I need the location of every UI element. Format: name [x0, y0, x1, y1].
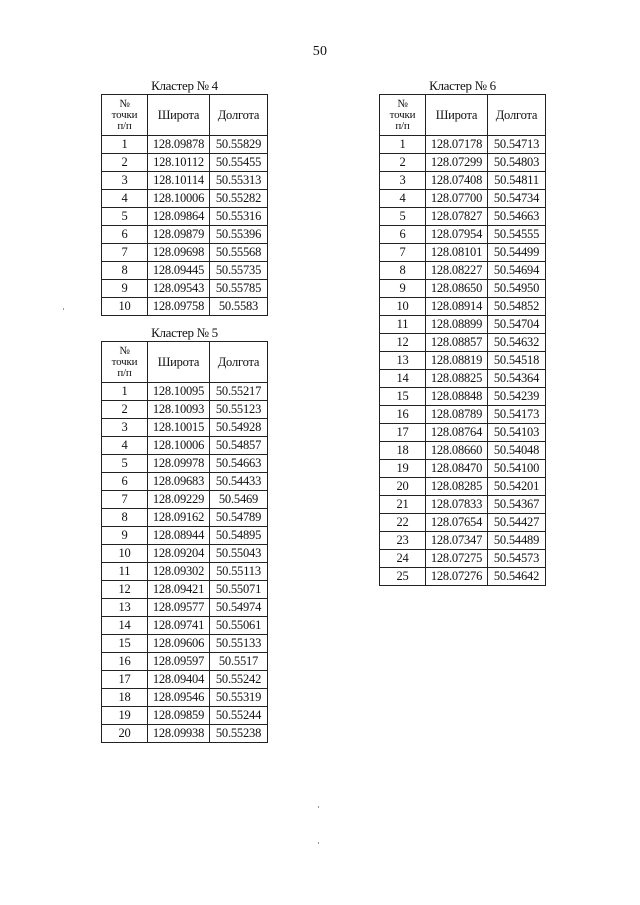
longitude-cell: 50.54734	[488, 190, 546, 208]
point-number-cell: 14	[102, 617, 148, 635]
table-row	[380, 550, 546, 568]
longitude-cell: 50.55282	[210, 190, 268, 208]
latitude-cell: 128.08857	[426, 334, 488, 352]
point-number-cell: 20	[380, 478, 426, 496]
cluster-title: Кластер № 5	[151, 325, 218, 340]
point-number-cell: 8	[380, 262, 426, 280]
point-number-cell: 18	[380, 442, 426, 460]
latitude-cell: 128.08650	[426, 280, 488, 298]
longitude-cell: 50.55316	[210, 208, 268, 226]
latitude-cell: 128.10006	[148, 437, 210, 455]
point-number-cell: 24	[380, 550, 426, 568]
latitude-cell: 128.08227	[426, 262, 488, 280]
point-number-cell: 11	[102, 563, 148, 581]
latitude-cell: 128.08101	[426, 244, 488, 262]
cluster-4-block	[101, 78, 268, 316]
header-num-abbr: п/п	[117, 119, 132, 132]
longitude-cell: 50.54974	[210, 599, 268, 617]
latitude-cell: 128.08789	[426, 406, 488, 424]
longitude-cell: 50.55133	[210, 635, 268, 653]
point-number-cell: 4	[380, 190, 426, 208]
latitude-cell: 128.10093	[148, 401, 210, 419]
latitude-cell: 128.09683	[148, 473, 210, 491]
point-number-cell: 5	[102, 208, 148, 226]
point-number-cell: 15	[380, 388, 426, 406]
header-num-word: точки	[111, 355, 138, 368]
table-row	[102, 653, 268, 671]
point-number-cell: 3	[102, 419, 148, 437]
latitude-cell: 128.09938	[148, 725, 210, 743]
table-header-row	[102, 95, 268, 136]
point-number-cell: 23	[380, 532, 426, 550]
table-row	[102, 473, 268, 491]
table-row	[102, 509, 268, 527]
latitude-header: Широта	[148, 342, 210, 383]
latitude-cell: 128.10114	[148, 172, 210, 190]
longitude-cell: 50.54048	[488, 442, 546, 460]
point-number-cell: 14	[380, 370, 426, 388]
latitude-cell: 128.09878	[148, 136, 210, 154]
point-number-cell: 9	[102, 280, 148, 298]
longitude-cell: 50.55071	[210, 581, 268, 599]
point-number-cell: 10	[102, 545, 148, 563]
longitude-cell: 50.54857	[210, 437, 268, 455]
latitude-cell: 128.09879	[148, 226, 210, 244]
point-number-cell: 19	[102, 707, 148, 725]
point-number-cell: 8	[102, 509, 148, 527]
point-number-cell: 1	[380, 136, 426, 154]
longitude-header: Долгота	[210, 342, 268, 383]
point-number-cell: 3	[380, 172, 426, 190]
table-row	[102, 527, 268, 545]
table-row	[380, 136, 546, 154]
cluster-title: Кластер № 4	[151, 78, 218, 93]
point-number-cell: 13	[102, 599, 148, 617]
latitude-header: Широта	[426, 95, 488, 136]
point-number-cell: 3	[102, 172, 148, 190]
table-row	[102, 419, 268, 437]
point-number-cell: 1	[102, 383, 148, 401]
table-row	[380, 208, 546, 226]
point-number-cell: 6	[380, 226, 426, 244]
longitude-cell: 50.54663	[210, 455, 268, 473]
point-number-cell: 22	[380, 514, 426, 532]
point-number-cell: 16	[380, 406, 426, 424]
table-row	[102, 280, 268, 298]
point-number-cell: 12	[102, 581, 148, 599]
point-number-cell: 19	[380, 460, 426, 478]
header-num-symbol: №	[397, 97, 408, 110]
longitude-cell: 50.54499	[488, 244, 546, 262]
coordinates-table	[379, 94, 546, 586]
longitude-cell: 50.55735	[210, 262, 268, 280]
table-row	[380, 442, 546, 460]
latitude-cell: 128.09204	[148, 545, 210, 563]
latitude-cell: 128.09445	[148, 262, 210, 280]
longitude-cell: 50.54928	[210, 419, 268, 437]
table-row	[102, 190, 268, 208]
latitude-cell: 128.09543	[148, 280, 210, 298]
longitude-cell: 50.54811	[488, 172, 546, 190]
scan-mark	[318, 806, 319, 808]
table-row	[102, 671, 268, 689]
longitude-cell: 50.54852	[488, 298, 546, 316]
point-number-cell: 9	[102, 527, 148, 545]
longitude-cell: 50.55238	[210, 725, 268, 743]
latitude-cell: 128.08899	[426, 316, 488, 334]
longitude-cell: 50.55113	[210, 563, 268, 581]
table-row	[102, 491, 268, 509]
table-row	[380, 388, 546, 406]
longitude-cell: 50.55396	[210, 226, 268, 244]
table-row	[380, 334, 546, 352]
table-row	[102, 437, 268, 455]
latitude-cell: 128.09404	[148, 671, 210, 689]
latitude-header: Широта	[148, 95, 210, 136]
point-number-cell: 10	[380, 298, 426, 316]
latitude-cell: 128.09758	[148, 298, 210, 316]
longitude-cell: 50.54103	[488, 424, 546, 442]
longitude-cell: 50.55829	[210, 136, 268, 154]
longitude-cell: 50.55785	[210, 280, 268, 298]
point-number-cell: 18	[102, 689, 148, 707]
longitude-cell: 50.54573	[488, 550, 546, 568]
latitude-cell: 128.08848	[426, 388, 488, 406]
point-number-cell: 7	[380, 244, 426, 262]
table-row	[102, 172, 268, 190]
point-number-cell: 6	[102, 226, 148, 244]
latitude-cell: 128.07178	[426, 136, 488, 154]
latitude-cell: 128.08944	[148, 527, 210, 545]
longitude-cell: 50.54367	[488, 496, 546, 514]
point-number-cell: 6	[102, 473, 148, 491]
longitude-cell: 50.54632	[488, 334, 546, 352]
point-number-cell: 13	[380, 352, 426, 370]
table-row	[380, 190, 546, 208]
latitude-cell: 128.07833	[426, 496, 488, 514]
latitude-cell: 128.09698	[148, 244, 210, 262]
cluster-title: Кластер № 6	[429, 78, 496, 93]
latitude-cell: 128.08660	[426, 442, 488, 460]
table-row	[380, 244, 546, 262]
longitude-cell: 50.54555	[488, 226, 546, 244]
table-header-row	[102, 342, 268, 383]
point-number-cell: 25	[380, 568, 426, 586]
table-row	[380, 370, 546, 388]
table-header-row	[380, 95, 546, 136]
point-number-cell: 2	[102, 401, 148, 419]
longitude-cell: 50.54789	[210, 509, 268, 527]
point-number-cell: 5	[380, 208, 426, 226]
longitude-cell: 50.55568	[210, 244, 268, 262]
point-number-header	[102, 342, 148, 383]
longitude-header: Долгота	[210, 95, 268, 136]
latitude-cell: 128.09421	[148, 581, 210, 599]
longitude-cell: 50.55043	[210, 545, 268, 563]
scan-mark	[318, 842, 319, 844]
longitude-cell: 50.55217	[210, 383, 268, 401]
latitude-cell: 128.07827	[426, 208, 488, 226]
longitude-cell: 50.55313	[210, 172, 268, 190]
coordinates-table	[101, 341, 268, 743]
latitude-cell: 128.10095	[148, 383, 210, 401]
latitude-cell: 128.09162	[148, 509, 210, 527]
table-row	[102, 136, 268, 154]
table-row	[102, 154, 268, 172]
point-number-cell: 7	[102, 491, 148, 509]
table-row	[380, 406, 546, 424]
table-row	[380, 424, 546, 442]
header-num-symbol: №	[119, 97, 130, 110]
longitude-cell: 50.55123	[210, 401, 268, 419]
longitude-cell: 50.54895	[210, 527, 268, 545]
table-row	[102, 455, 268, 473]
table-row	[380, 496, 546, 514]
latitude-cell: 128.07654	[426, 514, 488, 532]
latitude-cell: 128.08764	[426, 424, 488, 442]
longitude-cell: 50.54694	[488, 262, 546, 280]
table-row	[102, 545, 268, 563]
point-number-cell: 11	[380, 316, 426, 334]
header-num-abbr: п/п	[117, 366, 132, 379]
longitude-cell: 50.54100	[488, 460, 546, 478]
longitude-cell: 50.54803	[488, 154, 546, 172]
table-row	[102, 581, 268, 599]
header-num-word: точки	[111, 108, 138, 121]
latitude-cell: 128.07954	[426, 226, 488, 244]
longitude-cell: 50.55244	[210, 707, 268, 725]
point-number-cell: 12	[380, 334, 426, 352]
table-body	[102, 136, 268, 316]
table-row	[102, 401, 268, 419]
latitude-cell: 128.09302	[148, 563, 210, 581]
page-number: 50	[312, 44, 328, 59]
latitude-cell: 128.07408	[426, 172, 488, 190]
latitude-cell: 128.07275	[426, 550, 488, 568]
latitude-cell: 128.09741	[148, 617, 210, 635]
table-row	[102, 563, 268, 581]
point-number-cell: 7	[102, 244, 148, 262]
longitude-cell: 50.54518	[488, 352, 546, 370]
longitude-cell: 50.55319	[210, 689, 268, 707]
table-row	[102, 599, 268, 617]
longitude-cell: 50.55455	[210, 154, 268, 172]
scan-mark	[63, 308, 64, 310]
longitude-cell: 50.5469	[210, 491, 268, 509]
longitude-cell: 50.54489	[488, 532, 546, 550]
point-number-cell: 4	[102, 437, 148, 455]
latitude-cell: 128.08285	[426, 478, 488, 496]
table-row	[380, 262, 546, 280]
point-number-cell: 5	[102, 455, 148, 473]
table-row	[380, 478, 546, 496]
point-number-cell: 17	[102, 671, 148, 689]
latitude-cell: 128.10006	[148, 190, 210, 208]
table-row	[380, 514, 546, 532]
point-number-cell: 4	[102, 190, 148, 208]
table-row	[102, 262, 268, 280]
coordinates-table	[101, 94, 268, 316]
latitude-cell: 128.09978	[148, 455, 210, 473]
latitude-cell: 128.09597	[148, 653, 210, 671]
point-number-cell: 2	[102, 154, 148, 172]
table-row	[102, 617, 268, 635]
point-number-cell: 16	[102, 653, 148, 671]
latitude-cell: 128.09864	[148, 208, 210, 226]
longitude-cell: 50.54704	[488, 316, 546, 334]
longitude-cell: 50.5583	[210, 298, 268, 316]
latitude-cell: 128.08819	[426, 352, 488, 370]
point-number-cell: 9	[380, 280, 426, 298]
latitude-cell: 128.09606	[148, 635, 210, 653]
cluster-6-block	[379, 78, 546, 586]
longitude-cell: 50.54663	[488, 208, 546, 226]
point-number-cell: 10	[102, 298, 148, 316]
point-number-cell: 15	[102, 635, 148, 653]
longitude-cell: 50.55242	[210, 671, 268, 689]
cluster-5-block	[101, 325, 268, 743]
header-num-word: точки	[389, 108, 416, 121]
point-number-cell: 1	[102, 136, 148, 154]
table-row	[380, 226, 546, 244]
table-row	[380, 316, 546, 334]
table-row	[102, 244, 268, 262]
longitude-cell: 50.54427	[488, 514, 546, 532]
table-row	[380, 298, 546, 316]
table-body	[380, 136, 546, 586]
latitude-cell: 128.09546	[148, 689, 210, 707]
latitude-cell: 128.07276	[426, 568, 488, 586]
table-row	[102, 226, 268, 244]
table-row	[102, 208, 268, 226]
latitude-cell: 128.07700	[426, 190, 488, 208]
longitude-header: Долгота	[488, 95, 546, 136]
longitude-cell: 50.55061	[210, 617, 268, 635]
table-body	[102, 383, 268, 743]
point-number-header	[380, 95, 426, 136]
point-number-cell: 17	[380, 424, 426, 442]
table-row	[380, 154, 546, 172]
point-number-cell: 20	[102, 725, 148, 743]
point-number-header	[102, 95, 148, 136]
table-row	[380, 172, 546, 190]
header-num-symbol: №	[119, 344, 130, 357]
table-row	[380, 532, 546, 550]
latitude-cell: 128.10112	[148, 154, 210, 172]
latitude-cell: 128.09577	[148, 599, 210, 617]
longitude-cell: 50.54433	[210, 473, 268, 491]
longitude-cell: 50.54173	[488, 406, 546, 424]
latitude-cell: 128.08825	[426, 370, 488, 388]
point-number-cell: 2	[380, 154, 426, 172]
table-row	[380, 352, 546, 370]
table-row	[380, 460, 546, 478]
latitude-cell: 128.09859	[148, 707, 210, 725]
latitude-cell: 128.07299	[426, 154, 488, 172]
point-number-cell: 21	[380, 496, 426, 514]
table-row	[102, 383, 268, 401]
latitude-cell: 128.08470	[426, 460, 488, 478]
longitude-cell: 50.54364	[488, 370, 546, 388]
latitude-cell: 128.08914	[426, 298, 488, 316]
table-row	[102, 635, 268, 653]
table-row	[102, 707, 268, 725]
table-row	[380, 568, 546, 586]
header-num-abbr: п/п	[395, 119, 410, 132]
latitude-cell: 128.07347	[426, 532, 488, 550]
table-row	[102, 725, 268, 743]
latitude-cell: 128.10015	[148, 419, 210, 437]
table-row	[380, 280, 546, 298]
longitude-cell: 50.5517	[210, 653, 268, 671]
longitude-cell: 50.54713	[488, 136, 546, 154]
longitude-cell: 50.54201	[488, 478, 546, 496]
latitude-cell: 128.09229	[148, 491, 210, 509]
point-number-cell: 8	[102, 262, 148, 280]
longitude-cell: 50.54239	[488, 388, 546, 406]
table-row	[102, 689, 268, 707]
longitude-cell: 50.54950	[488, 280, 546, 298]
table-row	[102, 298, 268, 316]
longitude-cell: 50.54642	[488, 568, 546, 586]
